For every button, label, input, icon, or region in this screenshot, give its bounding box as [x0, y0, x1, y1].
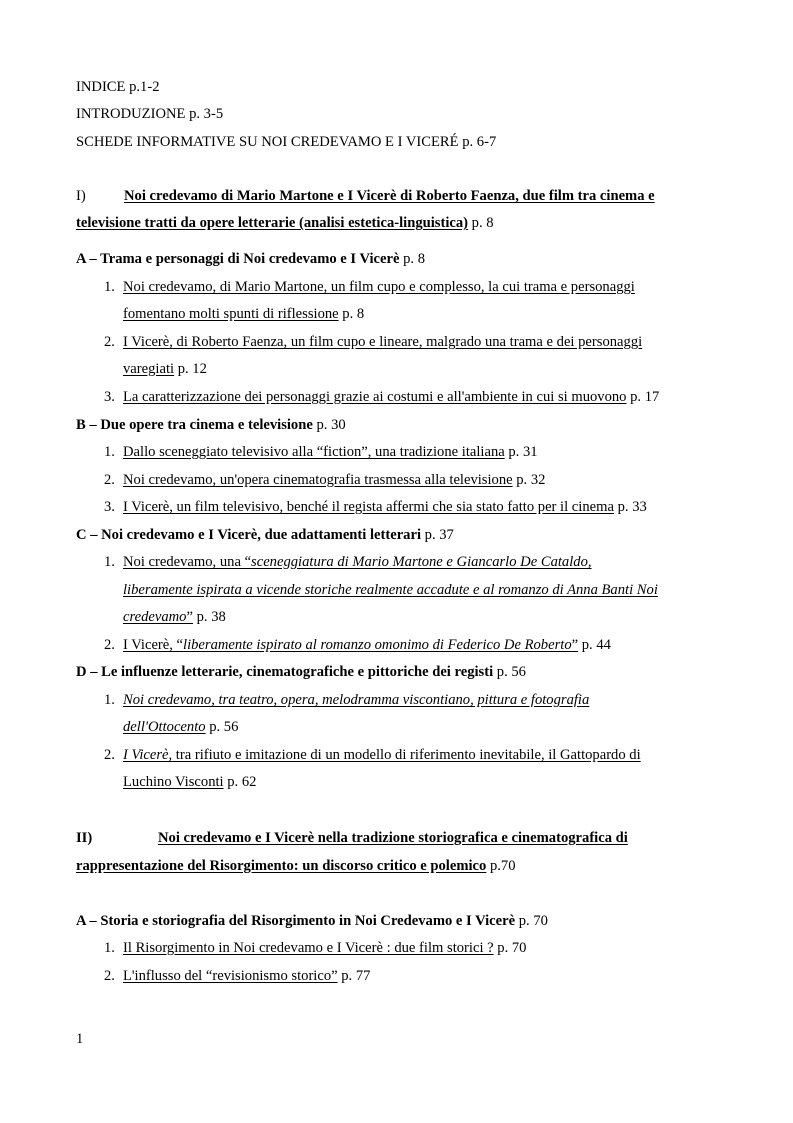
part1-numeral: I) [76, 188, 86, 204]
toc-link: La caratterizzazione dei personaggi grazie ai costumi e all'ambiente in cui si muovono p. 17 [123, 389, 660, 405]
toc-link: credevamo” p. 38 [123, 609, 226, 625]
list-number: 2. [104, 334, 115, 350]
section-c-heading: C – Noi credevamo e I Vicerè, due adattamenti letterari p. 37 [76, 527, 454, 543]
part2-section-a-heading: A – Storia e storiografia del Risorgimento in Noi Credevamo e I Vicerè p. 70 [76, 913, 548, 929]
toc-link: Noi credevamo, un'opera cinematografia trasmessa alla televisione p. 32 [123, 472, 546, 488]
toc-link: dell'Ottocento p. 56 [123, 719, 239, 735]
toc-link: I Vicerè, di Roberto Faenza, un film cupo e lineare, malgrado una trama e dei personaggi [123, 334, 643, 350]
toc-link: varegiati p. 12 [123, 361, 207, 377]
list-number: 3. [104, 499, 115, 515]
part2-title-line1: Noi credevamo e I Vicerè nella tradizione storiografica e cinematografica di [158, 830, 628, 846]
section-a-heading: A – Trama e personaggi di Noi credevamo e I Vicerè p. 8 [76, 251, 425, 267]
toc-link: liberamente ispirata a vicende storiche realmente accadute e al romanzo di Anna Banti Noi [123, 582, 658, 598]
part1-title-line1 [124, 187, 718, 205]
list-number: 2. [104, 472, 115, 488]
toc-link: Noi credevamo, tra teatro, opera, melodramma viscontiano, pittura e fotografia [123, 692, 590, 708]
toc-entry-indice: INDICE p.1-2 [76, 79, 160, 95]
part1-title-line2 [76, 214, 494, 232]
list-number: 1. [104, 554, 115, 570]
list-number: 1. [104, 444, 115, 460]
toc-link: Noi credevamo, di Mario Martone, un film cupo e complesso, la cui trama e personaggi [123, 279, 635, 295]
part2-title-line2: rappresentazione del Risorgimento: un discorso critico e polemico p.70 [76, 858, 516, 874]
toc-link: Il Risorgimento in Noi credevamo e I Vicerè : due film storici ? p. 70 [123, 940, 527, 956]
toc-link: L'influsso del “revisionismo storico” p. 77 [123, 968, 371, 984]
toc-entry-schede: SCHEDE INFORMATIVE SU NOI CREDEVAMO E I VICERÉ p. 6-7 [76, 134, 497, 150]
toc-link: Luchino Visconti p. 62 [123, 774, 257, 790]
part1-title-text1[interactable]: Noi credevamo di Mario Martone e I Vicerè di Roberto Faenza, due film tra cinema e [124, 188, 655, 204]
section-b-heading: B – Due opere tra cinema e televisione p. 30 [76, 417, 346, 433]
toc-link: I Vicerè, un film televisivo, benché il regista affermi che sia stato fatto per il cinema p. 33 [123, 499, 647, 515]
toc-link: I Vicerè, “liberamente ispirato al romanzo omonimo di Federico De Roberto” p. 44 [123, 637, 611, 653]
part2-numeral: II) [76, 830, 93, 846]
toc-entry-introduzione: INTRODUZIONE p. 3-5 [76, 106, 224, 122]
toc-link: Dallo sceneggiato televisivo alla “fiction”, una tradizione italiana p. 31 [123, 444, 538, 460]
list-number: 2. [104, 747, 115, 763]
list-number: 1. [104, 279, 115, 295]
part1-title-page: p. 8 [468, 215, 494, 231]
toc-link: Noi credevamo, una “sceneggiatura di Mario Martone e Giancarlo De Cataldo, [123, 554, 592, 570]
section-d-heading: D – Le influenze letterarie, cinematografiche e pittoriche dei registi p. 56 [76, 664, 526, 680]
part1-title-text2[interactable]: televisione tratti da opere letterarie (analisi estetica-linguistica) [76, 215, 469, 231]
list-number: 1. [104, 692, 115, 708]
page-number: 1 [76, 1031, 84, 1047]
list-number: 1. [104, 940, 115, 956]
list-number: 2. [104, 637, 115, 653]
list-number: 2. [104, 968, 115, 984]
toc-link: fomentano molti spunti di riflessione p. 8 [123, 306, 365, 322]
list-number: 3. [104, 389, 115, 405]
toc-link: I Vicerè, tra rifiuto e imitazione di un modello di riferimento inevitabile, il Gattopardo di [123, 747, 641, 763]
